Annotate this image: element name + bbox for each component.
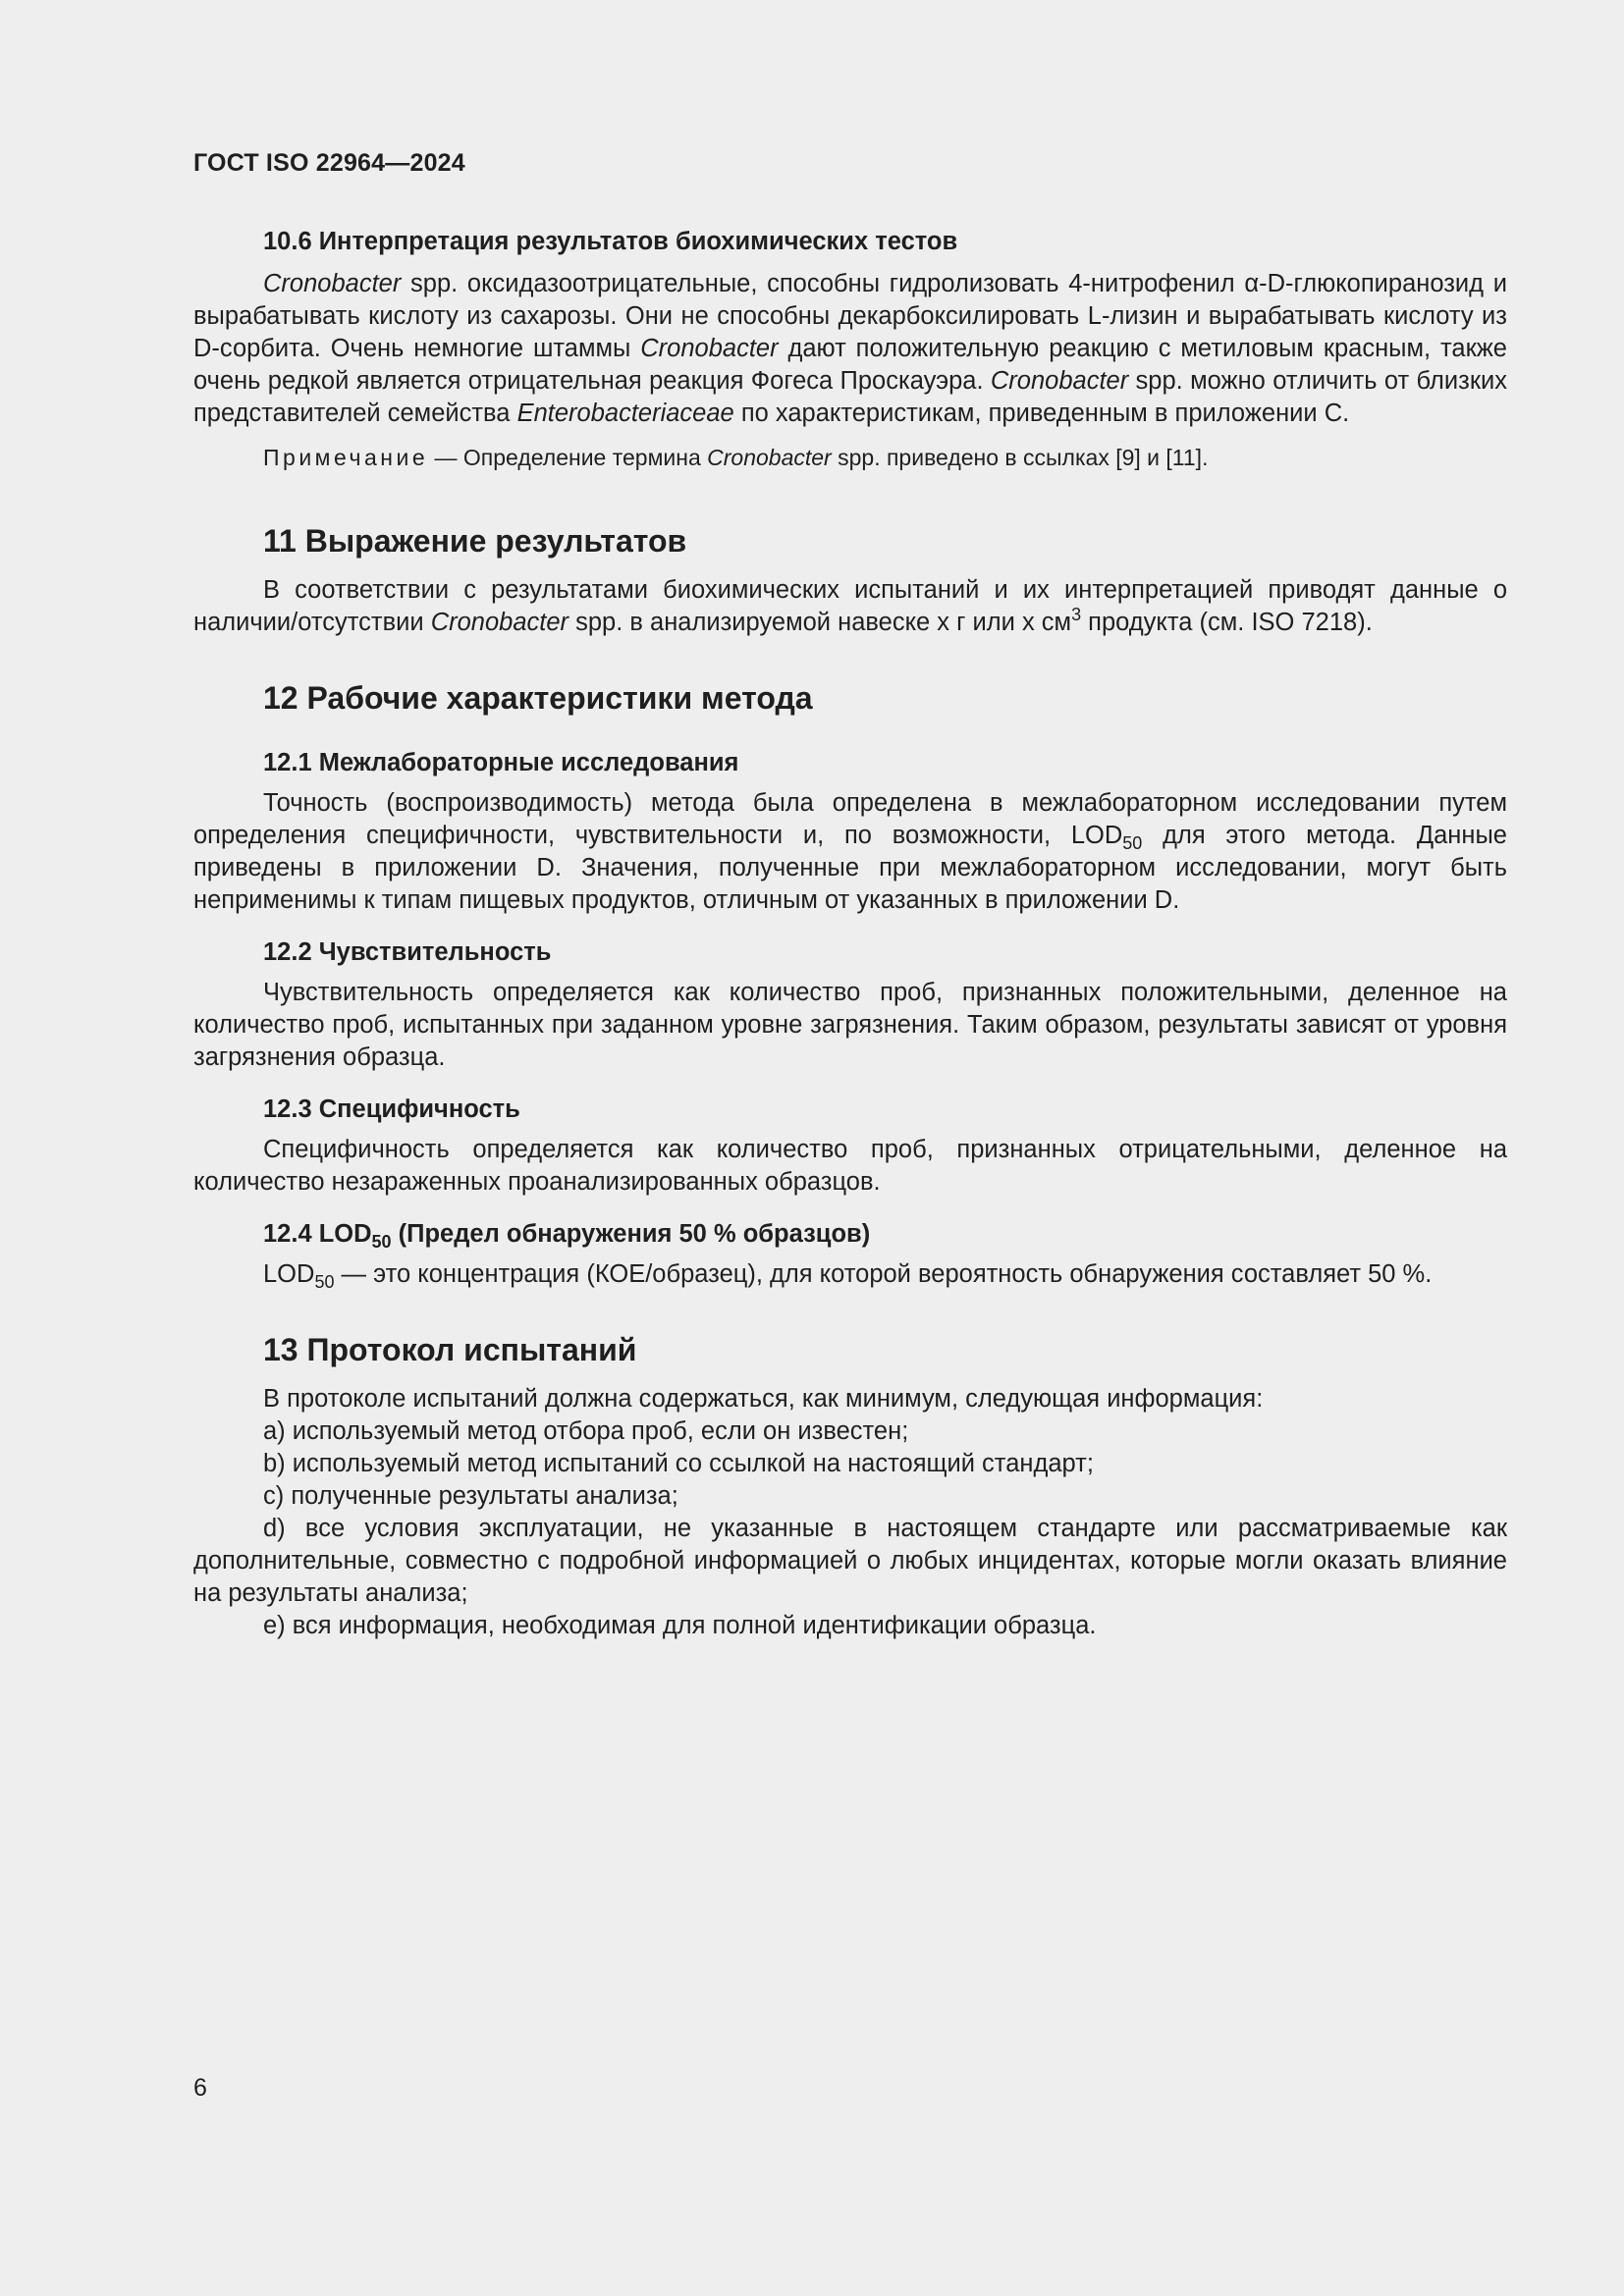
text-run: 12.4 LOD [263, 1220, 372, 1248]
section-10-6-paragraph [193, 268, 1507, 430]
text-run: spp. можно отличить от близких представителей семейства [193, 367, 1507, 427]
text-run: — Определение термина [428, 445, 708, 470]
text-run: В соответствии с результатами биохимических испытаний и их интерпретацией приводят данные о наличии/отсутствии [193, 576, 1507, 636]
section-10-6-heading: 10.6 Интерпретация результатов биохимических тестов [263, 228, 958, 255]
page-content [193, 226, 1507, 1642]
text-run: Точность (воспроизводимость) метода была определена в межлабораторном исследовании путем определения специфичности, чувствительности и, по возможности, LOD [193, 789, 1507, 849]
list-item: a) используемый метод отбора проб, если он известен; [263, 1417, 909, 1445]
section-10-6-note [193, 442, 1507, 474]
section-12-2-heading: 12.2 Чувствительность [263, 938, 552, 966]
section-12-heading: 12 Рабочие характеристики метода [263, 680, 813, 716]
running-header: ГОСТ ISO 22964—2024 [193, 149, 465, 177]
superscript: 3 [1071, 605, 1082, 624]
subscript: 50 [371, 1232, 392, 1252]
list-item: e) вся информация, необходимая для полной идентификации образца. [263, 1612, 1097, 1639]
italic-term: Cronobacter [430, 609, 569, 636]
text-run: — это концентрация (КОЕ/образец), для которой вероятность обнаружения составляет 50 %. [334, 1260, 1433, 1288]
text-run: spp. оксидазоотрицательные, способны гидролизовать 4-нитрофенил α-D-глюкопиранозид и вырабатывать кислоту из сахарозы. Они не способны декарбоксилировать L-лизин и вырабатывать кислоту из D-сорбита. Очень немногие штаммы [193, 270, 1507, 362]
section-12-2-paragraph: Чувствительность определяется как количество проб, признанных положительными, деленное на количество проб, испытанных при заданном уровне загрязнения. Таким образом, результаты зависят от уровня загрязнения образца. [193, 979, 1507, 1071]
text-run: продукта (см. ISO 7218). [1081, 609, 1373, 636]
section-11-heading: 11 Выражение результатов [263, 523, 687, 559]
section-11-paragraph [193, 574, 1507, 639]
text-run: дают положительную реакцию с метиловым красным, также очень редкой является отрицательная реакция Фогеса Проскауэра. [193, 335, 1507, 395]
text-run: для этого метода. Данные приведены в приложении D. Значения, полученные при межлабораторном исследовании, могут быть неприменимы к типам пищевых продуктов, отличным от указанных в приложении D. [193, 822, 1507, 914]
section-12-3-paragraph: Специфичность определяется как количество проб, признанных отрицательными, деленное на количество незараженных проанализированных образцов. [193, 1136, 1507, 1196]
italic-term: Cronobacter [707, 445, 832, 470]
text-run: spp. в анализируемой навеске х г или х см [568, 609, 1072, 636]
list-item: b) используемый метод испытаний со ссылкой на настоящий стандарт; [263, 1450, 1094, 1477]
italic-term: Enterobacteriaceae [516, 400, 734, 427]
subscript: 50 [314, 1272, 335, 1292]
text-run: LOD [263, 1260, 315, 1288]
note-label: Примечание [263, 445, 429, 470]
text-run: по характеристикам, приведенным в приложении С. [733, 400, 1350, 427]
list-item: d) все условия эксплуатации, не указанные в настоящем стандарте или рассматриваемые как дополнительные, совместно с подробной информацией о любых инцидентах, которые могли оказать влияние на результаты анализа; [193, 1515, 1507, 1607]
text-run: spp. приведено в ссылках [9] и [11]. [831, 445, 1209, 470]
italic-term: Cronobacter [640, 335, 779, 362]
text-run: (Предел обнаружения 50 % образцов) [391, 1220, 871, 1248]
section-12-4-heading [193, 1218, 1507, 1251]
section-12-4-paragraph [193, 1258, 1507, 1291]
section-12-3-heading: 12.3 Специфичность [263, 1095, 520, 1123]
list-item: c) полученные результаты анализа; [263, 1482, 678, 1510]
section-12-1-paragraph [193, 787, 1507, 917]
page-number: 6 [193, 2074, 207, 2102]
italic-term: Cronobacter [990, 367, 1129, 395]
section-13-intro: В протоколе испытаний должна содержаться, как минимум, следующая информация: [263, 1385, 1264, 1413]
italic-term: Cronobacter [263, 270, 402, 297]
section-13-heading: 13 Протокол испытаний [263, 1332, 637, 1367]
subscript: 50 [1122, 833, 1143, 853]
section-12-1-heading: 12.1 Межлабораторные исследования [263, 749, 739, 776]
